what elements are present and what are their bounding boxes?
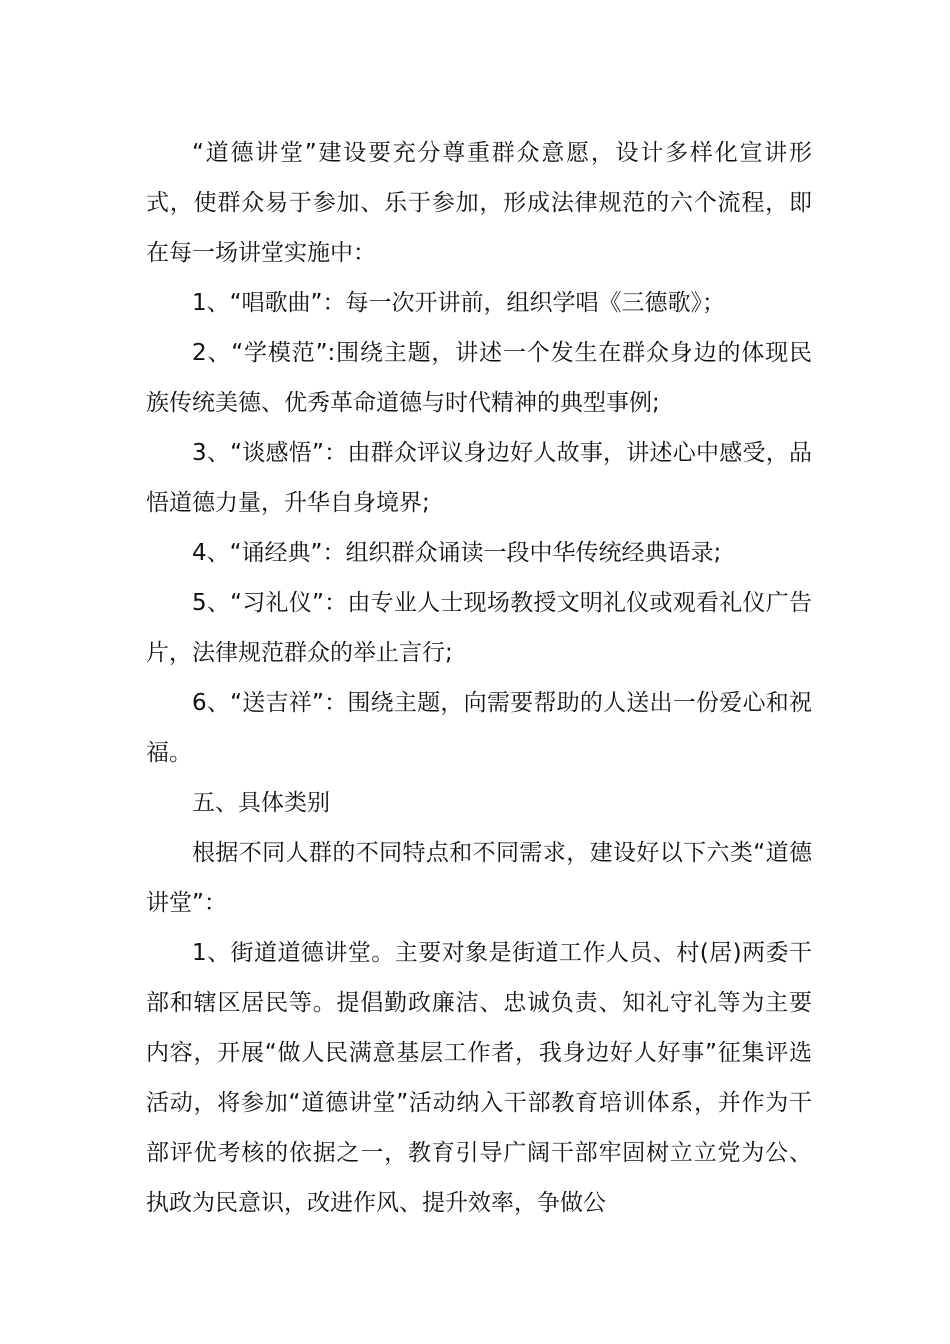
paragraph-step-2: 2、“学模范”:围绕主题，讲述一个发生在群众身边的体现民族传统美德、优秀革命道德与时代精神的典型事例; [146,340,812,416]
paragraph-intro: “道德讲堂”建设要充分尊重群众意愿，设计多样化宣讲形式，使群众易于参加、乐于参加，形成法律规范的六个流程，即在每一场讲堂实施中： [146,140,812,266]
paragraph-step-4: 4、“诵经典”：组织群众诵读一段中华传统经典语录; [192,540,722,566]
paragraph-step-1: 1、“唱歌曲”：每一次开讲前，组织学唱《三德歌》； [192,290,725,316]
paragraph-step-5: 5、“习礼仪”：由专业人士现场教授文明礼仪或观看礼仪广告片，法律规范群众的举止言行; [146,590,812,666]
section-heading: 五、具体类别 [192,790,330,816]
document-body [146,128,812,1228]
paragraph-step-3: 3、“谈感悟”：由群众评议身边好人故事，讲述心中感受，品悟道德力量，升华自身境界; [146,440,812,516]
paragraph-step-6: 6、“送吉祥”：围绕主题，向需要帮助的人送出一份爱心和祝福。 [146,690,812,766]
paragraph-categories-intro: 根据不同人群的不同特点和不同需求，建设好以下六类“道德讲堂”： [146,840,812,916]
paragraph-category-1: 1、街道道德讲堂。主要对象是街道工作人员、村(居)两委干部和辖区居民等。提倡勤政廉洁、忠诚负责、知礼守礼等为主要内容，开展“做人民满意基层工作者，我身边好人好事”征集评选活动，将参加“道德讲堂”活动纳入干部教育培训体系，并作为干部评优考核的依据之一，教育引导广阔干部牢固树立立党为公、执政为民意识，改进作风、提升效率，争做公 [146,940,812,1216]
